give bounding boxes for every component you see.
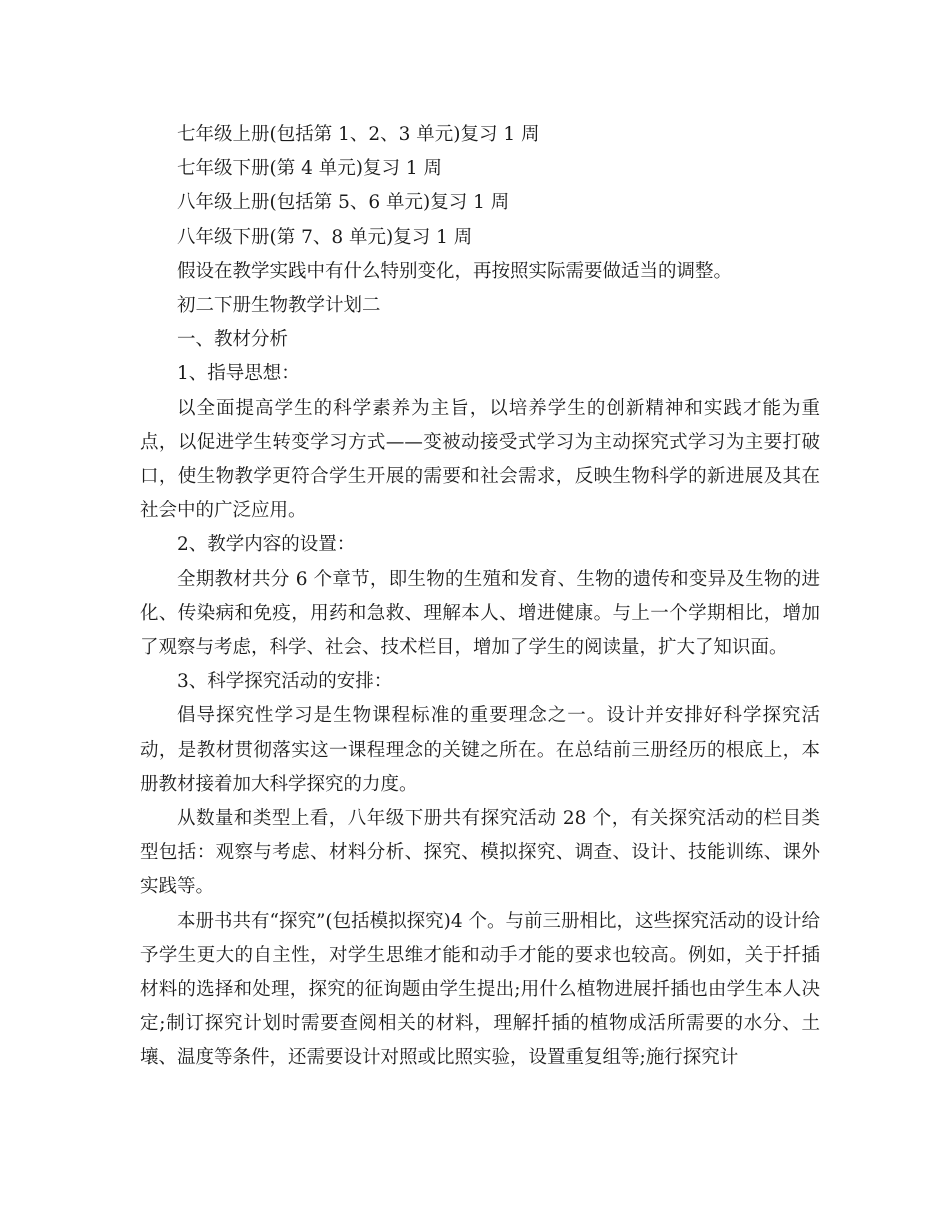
paragraph-guiding-ideology: 以全面提高学生的科学素养为主旨，以培养学生的创新精神和实践才能为重点，以促进学生转变学习方式——变被动接受式学习为主动探究式学习为主要打破口，使生物教学更符合学生开展的需要和社会需求，反映生物科学的新进展及其在社会中的广泛应用。 — [140, 397, 820, 522]
paragraph-review-grade8-vol2: 八年级下册(第 7、8 单元)复习 1 周 — [177, 226, 473, 248]
paragraph-review-grade7-vol1: 七年级上册(包括第 1、2、3 单元)复习 1 周 — [177, 124, 540, 145]
paragraph-review-grade7-vol2: 七年级下册(第 4 单元)复习 1 周 — [177, 158, 442, 180]
paragraph-review-grade8-vol1: 八年级上册(包括第 5、6 单元)复习 1 周 — [177, 192, 510, 214]
paragraph-adjustment-note: 假设在教学实践中有什么特别变化，再按照实际需要做适当的调整。 — [177, 260, 733, 282]
paragraph-inquiry-detail: 本册书共有“探究”(包括模拟探究)4 个。与前三册相比，这些探究活动的设计给予学生更大的自主性，对学生思维才能和动手才能的要求也较高。例如，关于扦插材料的选择和处理，探究的征询题由学生提出;用什么植物进展扦插也由学生本人决定;制订探究计划时需要查阅相关的材料，理解扦插的植物成活所需要的水分、土壤、温度等条件，还需要设计对照或比照实验，设置重复组等;施行探究计 — [140, 910, 821, 1069]
heading-inquiry-arrangement: 3、科学探究活动的安排： — [177, 671, 393, 693]
document-body — [140, 118, 820, 1076]
paragraph-inquiry-concept: 倡导探究性学习是生物课程标准的重要理念之一。设计并安排好科学探究活动，是教材贯彻落实这一课程理念的关键之所在。在总结前三册经历的根底上，本册教材接着加大科学探究的力度。 — [140, 705, 820, 795]
section-title-plan-two: 初二下册生物教学计划二 — [177, 295, 381, 317]
paragraph-content-setup: 全期教材共分 6 个章节，即生物的生殖和发育、生物的遗传和变异及生物的进化、传染病和免疫，用药和急救、理解本人、增进健康。与上一个学期相比，增加了观察与考虑，科学、社会、技术栏目，增加了学生的阅读量，扩大了知识面。 — [140, 568, 820, 659]
paragraph-inquiry-count: 从数量和类型上看，八年级下册共有探究活动 28 个，有关探究活动的栏目类型包括：观察与考虑、材料分析、探究、模拟探究、调查、设计、技能训练、课外实践等。 — [140, 808, 820, 898]
heading-guiding-ideology: 1、指导思想： — [177, 363, 300, 385]
heading-content-setup: 2、教学内容的设置： — [177, 534, 356, 556]
heading-textbook-analysis: 一、教材分析 — [177, 329, 289, 351]
